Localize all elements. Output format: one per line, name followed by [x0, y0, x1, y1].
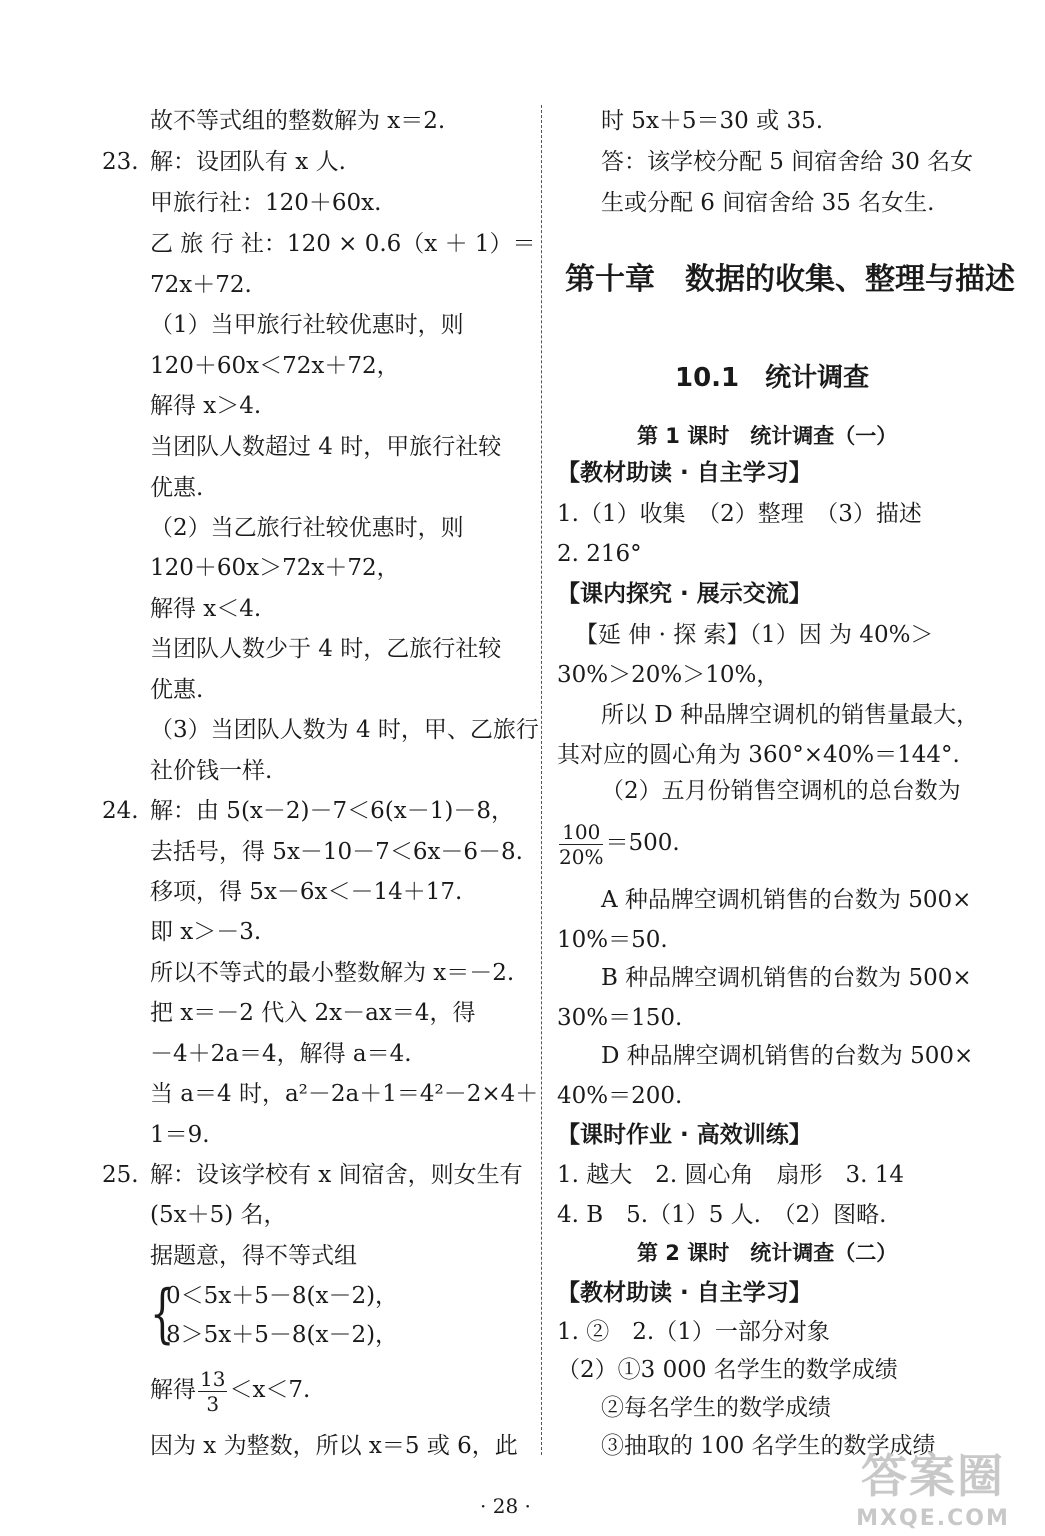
text-line: （2）当乙旅行社较优惠时，则	[150, 515, 464, 541]
text-line: 【延 伸 · 探 索】（1）因 为 40%＞	[575, 622, 934, 648]
text-line: D 种品牌空调机销售的台数为 500×	[601, 1043, 974, 1069]
text-line: 把 x＝－2 代入 2x－ax＝4，得	[150, 1000, 476, 1026]
text-line: （2）①3 000 名学生的数学成绩	[557, 1357, 898, 1383]
text-line: 答：该学校分配 5 间宿舍给 30 名女	[601, 149, 974, 175]
solve-suffix: ＜x＜7.	[229, 1377, 311, 1403]
fraction-numerator: 13	[200, 1366, 226, 1391]
text-line: 当团队人数超过 4 时，甲旅行社较	[150, 434, 502, 460]
total-line	[557, 818, 680, 868]
text-line: 当团队人数少于 4 时，乙旅行社较	[150, 636, 502, 662]
text-line: 故不等式组的整数解为 x＝2.	[150, 108, 446, 134]
text-line: 其对应的圆心角为 360°×40%＝144°.	[557, 742, 960, 768]
text-line: ②每名学生的数学成绩	[601, 1395, 831, 1421]
inequality-system-brace: {	[150, 1277, 175, 1351]
text-line: （1）当甲旅行社较优惠时，则	[150, 312, 464, 338]
text-line: 优惠.	[150, 677, 204, 703]
text-line: 即 x＞－3.	[150, 919, 262, 945]
text-line: 乙 旅 行 社：120 × 0.6（x ＋ 1）＝	[150, 231, 536, 257]
text-line: 30%＝150.	[557, 1005, 683, 1031]
chapter-title: 第十章 数据的收集、整理与描述	[565, 262, 1015, 297]
lesson1-title: 第 1 课时 统计调查（一）	[637, 424, 898, 448]
text-line: ③抽取的 100 名学生的数学成绩	[601, 1433, 936, 1459]
text-line: 所以 D 种品牌空调机的销售量最大，	[601, 702, 980, 728]
text-line: 生或分配 6 间宿舍给 35 名女生.	[601, 190, 935, 216]
solve-line	[150, 1368, 310, 1414]
text-line: 23.	[102, 149, 139, 175]
text-line: 30%＞20%＞10%，	[557, 662, 780, 688]
text-line: 8＞5x＋5－8(x－2)，	[166, 1322, 399, 1348]
text-line: 社价钱一样.	[150, 758, 273, 784]
text-line: 解得 x＜4.	[150, 596, 262, 622]
text-line: 72x＋72.	[150, 272, 252, 298]
text-line: 据题意，得不等式组	[150, 1243, 357, 1269]
fraction-denominator: 20%	[559, 844, 604, 869]
text-line: （3）当团队人数为 4 时，甲、乙旅行	[150, 717, 539, 743]
text-line: 解得 x＞4.	[150, 393, 262, 419]
watermark-url: MXQE.COM	[856, 1506, 1010, 1531]
text-line: 4. B 5.（1）5 人. （2）图略.	[557, 1202, 887, 1228]
text-line: 解：设该学校有 x 间宿舍，则女生有	[150, 1162, 523, 1188]
watermark-text: 答案圈	[861, 1449, 1005, 1503]
text-line: 24.	[102, 798, 139, 824]
total-suffix: ＝500.	[605, 830, 680, 856]
column-divider	[541, 105, 542, 1455]
text-line: 移项，得 5x－6x＜－14＋17.	[150, 879, 463, 905]
text-line: 优惠.	[150, 475, 204, 501]
text-line: 去括号，得 5x－10－7＜6x－6－8.	[150, 839, 523, 865]
fraction-numerator: 100	[559, 822, 603, 845]
fraction-denominator: 3	[206, 1391, 220, 1416]
text-line: (5x＋5) 名，	[150, 1202, 287, 1228]
text-line: 2. 216°	[557, 541, 642, 567]
text-line: 甲旅行社：120＋60x.	[150, 190, 382, 216]
text-line: 120＋60x＞72x＋72，	[150, 555, 400, 581]
lesson2-title: 第 2 课时 统计调查（二）	[637, 1241, 898, 1265]
text-line: 【教材助读 · 自主学习】	[557, 1280, 812, 1306]
solve-prefix: 解得	[150, 1377, 196, 1403]
text-line: 0＜5x＋5－8(x－2)，	[166, 1283, 399, 1309]
text-line: A 种品牌空调机销售的台数为 500×	[601, 887, 972, 913]
text-line: 【课内探究 · 展示交流】	[557, 581, 812, 607]
fraction-100-20pct	[559, 819, 604, 869]
text-line: 25.	[102, 1162, 139, 1188]
text-line: －4＋2a＝4，解得 a＝4.	[150, 1041, 412, 1067]
text-line: 【教材助读 · 自主学习】	[557, 460, 812, 486]
text-line: 120＋60x＜72x＋72，	[150, 353, 400, 379]
text-line: 解：设团队有 x 人.	[150, 149, 346, 175]
text-line: 解：由 5(x－2)－7＜6(x－1)－8，	[150, 798, 514, 824]
section-title: 10.1 统计调查	[675, 363, 870, 393]
text-line: 1＝9.	[150, 1122, 210, 1148]
text-line: 因为 x 为整数，所以 x＝5 或 6，此	[150, 1433, 518, 1459]
text-line: 1.（1）收集 （2）整理 （3）描述	[557, 501, 922, 527]
page-number: · 28 ·	[480, 1494, 531, 1518]
text-line: （2）五月份销售空调机的总台数为	[601, 778, 961, 804]
text-line: 所以不等式的最小整数解为 x＝－2.	[150, 960, 515, 986]
text-line: 10%＝50.	[557, 927, 668, 953]
text-line: 1. ② 2.（1）一部分对象	[557, 1319, 830, 1345]
text-line: 时 5x＋5＝30 或 35.	[601, 108, 824, 134]
text-line: 40%＝200.	[557, 1083, 683, 1109]
watermark-logo	[843, 1440, 1023, 1530]
fraction-13-3	[198, 1366, 227, 1416]
text-line: B 种品牌空调机销售的台数为 500×	[601, 965, 972, 991]
text-line: 当 a＝4 时，a²－2a＋1＝4²－2×4＋	[150, 1081, 539, 1107]
text-line: 【课时作业 · 高效训练】	[557, 1122, 812, 1148]
text-line: 1. 越大 2. 圆心角 扇形 3. 14	[557, 1162, 905, 1188]
